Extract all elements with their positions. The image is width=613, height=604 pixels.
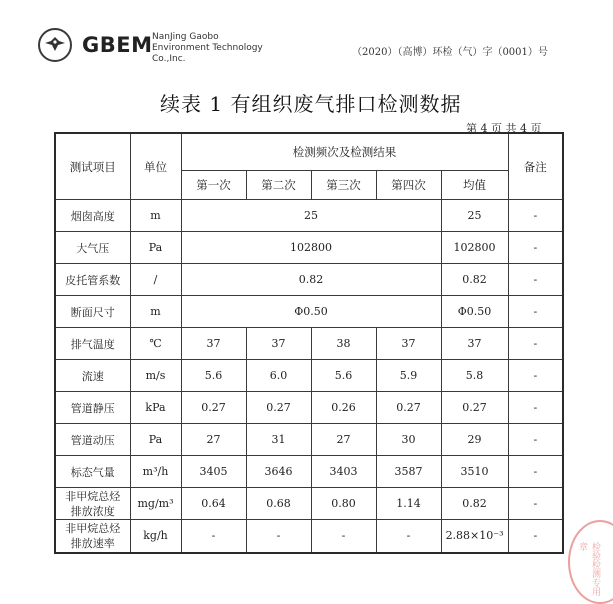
cell-item-line-1: 非甲烷总烃: [65, 489, 121, 503]
cell-unit: ℃: [130, 328, 181, 360]
cell-item: 管道动压: [55, 424, 130, 456]
stamp-text: 检验检测专用章: [577, 542, 600, 596]
cell-value-1: 5.6: [181, 360, 246, 392]
table-row: [55, 360, 563, 392]
cell-item-line-1: 非甲烷总烃: [65, 521, 121, 535]
cell-item: [55, 488, 130, 520]
cell-value-3: 27: [311, 424, 376, 456]
cell-note: -: [508, 232, 563, 264]
cell-mean: 5.8: [441, 360, 508, 392]
header-group: 检测频次及检测结果: [181, 133, 508, 171]
cell-note: -: [508, 392, 563, 424]
company-name: [152, 32, 263, 65]
cell-value-3: 3403: [311, 456, 376, 488]
company-line-2: Environment Technology: [152, 43, 263, 53]
cell-mean: 25: [441, 200, 508, 232]
cell-value-3: 38: [311, 328, 376, 360]
cell-mean: 0.27: [441, 392, 508, 424]
cell-value-1: 3405: [181, 456, 246, 488]
cell-note: -: [508, 328, 563, 360]
table-row: [55, 200, 563, 232]
table-row: [55, 392, 563, 424]
cell-unit: m: [130, 200, 181, 232]
cell-mean: 37: [441, 328, 508, 360]
cell-unit: mg/m³: [130, 488, 181, 520]
cell-value-4: 0.27: [376, 392, 441, 424]
cell-value-1: -: [181, 520, 246, 553]
cell-value-2: 3646: [246, 456, 311, 488]
page-title: 续表 1 有组织废气排口检测数据: [160, 92, 462, 116]
cell-note: -: [508, 264, 563, 296]
cell-value-1: 0.64: [181, 488, 246, 520]
cell-value-4: -: [376, 520, 441, 553]
cell-mean: 102800: [441, 232, 508, 264]
cell-value-3: -: [311, 520, 376, 553]
cell-item-line-2: 排放浓度: [70, 504, 115, 518]
cell-mean: 2.88×10⁻³: [441, 520, 508, 553]
cell-value-3: 0.26: [311, 392, 376, 424]
cell-unit: kPa: [130, 392, 181, 424]
cell-unit: Pa: [130, 232, 181, 264]
cell-note: -: [508, 200, 563, 232]
table-row: [55, 488, 563, 520]
table-row: [55, 232, 563, 264]
cell-value-4: 1.14: [376, 488, 441, 520]
cell-mean: 3510: [441, 456, 508, 488]
header-item: 测试项目: [55, 133, 130, 200]
cell-value-4: 37: [376, 328, 441, 360]
cell-note: -: [508, 296, 563, 328]
cell-value-1: 27: [181, 424, 246, 456]
cell-note: -: [508, 456, 563, 488]
cell-value-2: 37: [246, 328, 311, 360]
cell-note: -: [508, 520, 563, 553]
subheader-mean: 均值: [441, 171, 508, 200]
cell-value-2: 31: [246, 424, 311, 456]
subheader-1: 第一次: [181, 171, 246, 200]
cell-item: 皮托管系数: [55, 264, 130, 296]
cell-merged: 25: [181, 200, 441, 232]
cell-item: 管道静压: [55, 392, 130, 424]
cell-value-1: 37: [181, 328, 246, 360]
cell-value-2: 0.68: [246, 488, 311, 520]
cell-unit: kg/h: [130, 520, 181, 553]
header-note: 备注: [508, 133, 563, 200]
page-number: 第 4 页 共 4 页: [466, 122, 542, 135]
cell-merged: 102800: [181, 232, 441, 264]
company-line-1: NanJing Gaobo: [152, 32, 219, 42]
cell-value-4: 3587: [376, 456, 441, 488]
table-row: [55, 424, 563, 456]
cell-value-2: 6.0: [246, 360, 311, 392]
table-row: [55, 328, 563, 360]
cell-item-line-2: 排放速率: [70, 536, 115, 550]
cell-item: 标态气量: [55, 456, 130, 488]
table-header-row: [55, 133, 563, 171]
exhaust-data-table: [54, 132, 564, 554]
cell-unit: m³/h: [130, 456, 181, 488]
cell-value-3: 0.80: [311, 488, 376, 520]
brand-name: GBEM: [82, 33, 153, 57]
subheader-4: 第四次: [376, 171, 441, 200]
cell-item: 烟囱高度: [55, 200, 130, 232]
table-row: [55, 456, 563, 488]
cell-merged: Φ0.50: [181, 296, 441, 328]
cell-note: -: [508, 424, 563, 456]
cell-item: 排气温度: [55, 328, 130, 360]
company-line-3: Co.,Inc.: [152, 54, 186, 64]
table-row: [55, 520, 563, 553]
cell-unit: m/s: [130, 360, 181, 392]
cell-item: 大气压: [55, 232, 130, 264]
cell-value-4: 5.9: [376, 360, 441, 392]
inspection-stamp: [568, 520, 613, 604]
cell-note: -: [508, 360, 563, 392]
cell-mean: 0.82: [441, 264, 508, 296]
table-row: [55, 296, 563, 328]
subheader-3: 第三次: [311, 171, 376, 200]
company-logo: [38, 28, 72, 62]
cell-item: 流速: [55, 360, 130, 392]
cell-merged: 0.82: [181, 264, 441, 296]
eagle-logo-icon: [43, 33, 67, 57]
subheader-2: 第二次: [246, 171, 311, 200]
cell-value-4: 30: [376, 424, 441, 456]
cell-value-3: 5.6: [311, 360, 376, 392]
cell-mean: 29: [441, 424, 508, 456]
cell-value-1: 0.27: [181, 392, 246, 424]
cell-unit: m: [130, 296, 181, 328]
cell-item: 断面尺寸: [55, 296, 130, 328]
cell-mean: 0.82: [441, 488, 508, 520]
cell-item: [55, 520, 130, 553]
cell-note: -: [508, 488, 563, 520]
header-unit: 单位: [130, 133, 181, 200]
cell-unit: /: [130, 264, 181, 296]
cell-unit: Pa: [130, 424, 181, 456]
cell-mean: Φ0.50: [441, 296, 508, 328]
cell-value-2: -: [246, 520, 311, 553]
table-row: [55, 264, 563, 296]
cell-value-2: 0.27: [246, 392, 311, 424]
document-number: （2020）（高博）环检（气）字（0001）号: [352, 47, 548, 58]
